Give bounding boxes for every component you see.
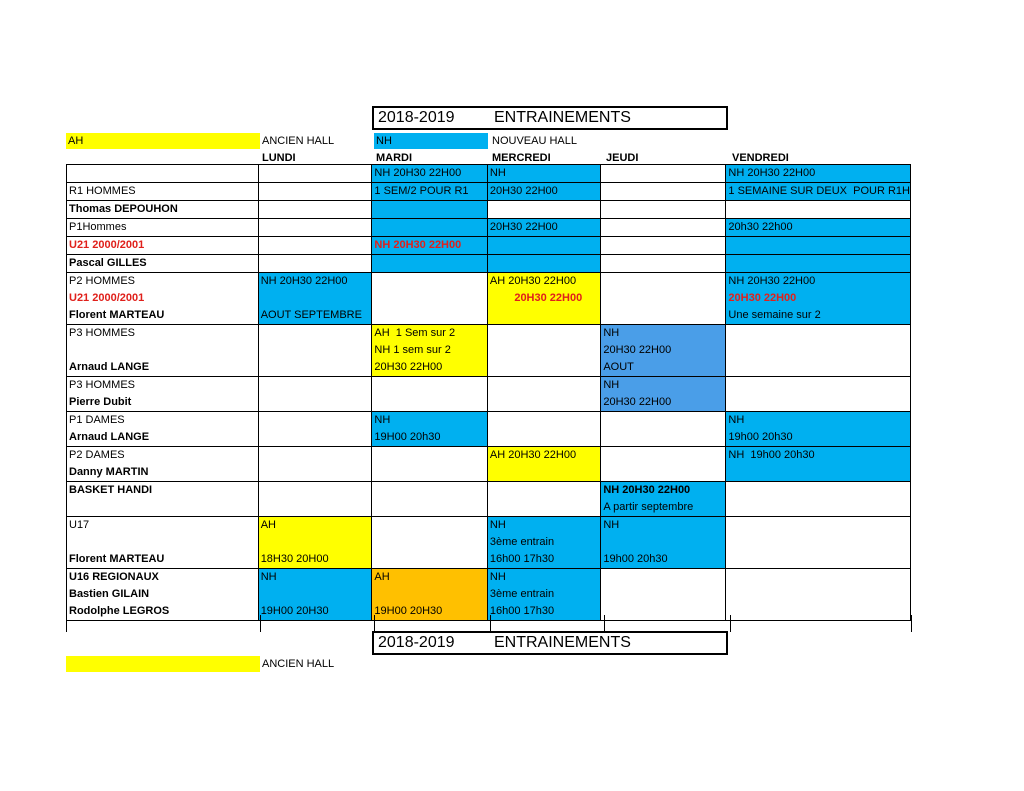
cell-mercredi [487, 447, 600, 482]
cell-line: U17 [69, 519, 90, 531]
cell-line: Bastien GILAIN [69, 588, 150, 600]
cell-line: NH 20H30 22H00 [260, 275, 348, 287]
cell-mardi [372, 219, 487, 237]
cell-line: 1 SEM/2 POUR R1 [374, 185, 469, 197]
cell-line: NH [260, 571, 277, 583]
legend-ah-swatch [66, 133, 260, 149]
legend-nh-swatch [374, 133, 488, 149]
cell-line [372, 447, 486, 464]
cell-mercredi [487, 183, 600, 201]
cell-mercredi [487, 165, 600, 183]
cell-lundi [258, 412, 372, 447]
cell-vendredi [726, 183, 911, 201]
cell-line: 19h00 20h30 [603, 553, 668, 565]
cell-line [726, 342, 910, 359]
cell-line: Thomas DEPOUHON [69, 203, 178, 215]
cell-line [259, 255, 372, 272]
cell-line: 20H30 22H00 [603, 344, 672, 356]
cell-line [372, 394, 486, 411]
cell-line: 20H30 22H00 [489, 221, 558, 233]
cell-team [67, 201, 259, 219]
cell-line [601, 201, 725, 218]
cell-line: 1 SEMAINE SUR DEUX POUR R1H [728, 185, 910, 197]
legend-nh-label: NOUVEAU HALL [492, 135, 577, 147]
cell-line [259, 499, 372, 516]
cell-line: Une semaine sur 2 [728, 309, 821, 321]
cell-line [372, 499, 486, 516]
cell-line [372, 517, 486, 534]
cell-lundi [258, 447, 372, 482]
cell-line [726, 377, 910, 394]
cell-mercredi [487, 517, 600, 569]
cell-line: P2 HOMMES [69, 275, 136, 287]
cell-team [67, 237, 259, 255]
cell-mercredi [487, 255, 600, 273]
cell-lundi [258, 219, 372, 237]
cell-line: NH [603, 519, 620, 531]
cell-mercredi [487, 201, 600, 219]
cell-line [601, 165, 725, 182]
cell-line [488, 412, 600, 429]
cell-line: 20H30 22H00 [728, 292, 797, 304]
cell-line: 19h00 20h30 [728, 431, 793, 443]
grid-tail-line [490, 615, 491, 632]
cell-vendredi [726, 237, 911, 255]
cell-line [488, 325, 600, 342]
cell-jeudi [601, 377, 726, 412]
cell-line [372, 586, 486, 603]
cell-line: AH 20H30 22H00 [489, 449, 577, 461]
grid-tail-line [374, 615, 375, 632]
cell-line [259, 447, 372, 464]
cell-line [372, 534, 486, 551]
cell-line: AOUT [603, 361, 634, 373]
cell-line: 16h00 17h30 [489, 553, 555, 565]
cell-line [601, 237, 725, 254]
cell-mardi [372, 517, 487, 569]
cell-line [372, 201, 486, 218]
footer-title-box [372, 631, 728, 655]
cell-line: NH 19h00 20h30 [728, 449, 815, 461]
table-row [67, 325, 911, 377]
cell-line [601, 183, 725, 200]
cell-line [726, 394, 910, 411]
table-row [67, 447, 911, 482]
cell-vendredi [726, 447, 911, 482]
cell-mardi [372, 273, 487, 325]
cell-lundi [258, 183, 372, 201]
cell-line: NH 20H30 22H00 [603, 484, 691, 496]
cell-line: 20H30 22H00 [489, 185, 558, 197]
cell-vendredi [726, 377, 911, 412]
table-row [67, 165, 911, 183]
footer-title-text: ENTRAINEMENTS [494, 634, 631, 651]
cell-line: Rodolphe LEGROS [69, 605, 170, 617]
cell-line [601, 307, 725, 324]
cell-line [372, 219, 486, 236]
cell-line [488, 429, 600, 446]
cell-mardi [372, 325, 487, 377]
cell-line: 20H30 22H00 [603, 396, 672, 408]
cell-line: AH 1 Sem sur 2 [374, 327, 456, 339]
cell-line [259, 429, 372, 446]
cell-mercredi [487, 377, 600, 412]
day-header-jeudi: JEUDI [606, 152, 639, 164]
cell-line [601, 273, 725, 290]
cell-line [601, 255, 725, 272]
cell-vendredi [726, 255, 911, 273]
table-row [67, 482, 911, 517]
cell-line: 3ème entrain [489, 588, 555, 600]
cell-vendredi [726, 482, 911, 517]
cell-line [259, 219, 372, 236]
cell-vendredi [726, 201, 911, 219]
cell-line [726, 201, 910, 218]
cell-vendredi [726, 165, 911, 183]
cell-line [372, 273, 486, 290]
cell-line: NH 20H30 22H00 [728, 275, 816, 287]
cell-line [726, 237, 910, 254]
grid-tail-line [260, 615, 261, 632]
cell-mardi [372, 377, 487, 412]
cell-mardi [372, 237, 487, 255]
cell-lundi [258, 325, 372, 377]
cell-line: Arnaud LANGE [69, 431, 150, 443]
cell-line [488, 464, 600, 481]
cell-line [726, 255, 910, 272]
cell-line [67, 165, 258, 182]
cell-line: NH [489, 167, 506, 179]
cell-mercredi [487, 569, 600, 621]
cell-line [259, 290, 372, 307]
cell-line [726, 482, 910, 499]
cell-team [67, 219, 259, 237]
cell-lundi [258, 237, 372, 255]
cell-line [601, 464, 725, 481]
cell-mercredi [487, 237, 600, 255]
cell-lundi [258, 273, 372, 325]
cell-mardi [372, 201, 487, 219]
cell-line [726, 586, 910, 603]
table-row [67, 183, 911, 201]
cell-mercredi [487, 219, 600, 237]
cell-line: NH [374, 414, 391, 426]
cell-line [488, 201, 600, 218]
cell-lundi [258, 517, 372, 569]
cell-line: 20h30 22h00 [728, 221, 793, 233]
cell-jeudi [601, 219, 726, 237]
cell-lundi [258, 569, 372, 621]
cell-jeudi [601, 569, 726, 621]
cell-line [726, 499, 910, 516]
cell-line: AH [260, 519, 276, 531]
cell-line [726, 325, 910, 342]
cell-line [601, 569, 725, 586]
cell-line: 20H30 22H00 [489, 292, 583, 304]
cell-team [67, 517, 259, 569]
cell-jeudi [601, 237, 726, 255]
cell-line: AH 20H30 22H00 [489, 275, 577, 287]
cell-line [488, 307, 600, 324]
cell-mardi [372, 482, 487, 517]
cell-jeudi [601, 255, 726, 273]
grid-tail-line [730, 615, 731, 632]
cell-line [259, 342, 372, 359]
cell-line [259, 359, 372, 376]
cell-line [372, 482, 486, 499]
cell-line [726, 534, 910, 551]
day-header-mardi: MARDI [376, 152, 413, 164]
cell-line: A partir septembre [603, 501, 694, 513]
cell-line [259, 586, 372, 603]
cell-line [726, 359, 910, 376]
cell-team [67, 273, 259, 325]
cell-line [372, 464, 486, 481]
cell-line [259, 325, 372, 342]
cell-line [259, 534, 372, 551]
table-row [67, 273, 911, 325]
cell-jeudi [601, 183, 726, 201]
cell-line [488, 255, 600, 272]
cell-line [259, 464, 372, 481]
title-box [372, 106, 728, 130]
cell-jeudi [601, 165, 726, 183]
cell-line [601, 586, 725, 603]
cell-line: NH 1 sem sur 2 [374, 344, 451, 356]
cell-line [726, 517, 910, 534]
cell-line [372, 255, 486, 272]
grid-tail-line [911, 615, 912, 632]
schedule-body [67, 165, 911, 621]
cell-vendredi [726, 219, 911, 237]
cell-line [726, 603, 910, 620]
footer-title-year: 2018-2019 [378, 634, 455, 651]
cell-mardi [372, 255, 487, 273]
title-year: 2018-2019 [378, 109, 455, 126]
schedule-sheet [66, 106, 911, 686]
cell-line: 19H00 20h30 [374, 431, 441, 443]
cell-line: P3 HOMMES [69, 379, 136, 391]
cell-line [488, 499, 600, 516]
cell-mercredi [487, 482, 600, 517]
cell-line [601, 290, 725, 307]
cell-line [601, 603, 725, 620]
cell-line [601, 447, 725, 464]
cell-line [259, 201, 372, 218]
cell-line [488, 237, 600, 254]
cell-line: 19H00 20H30 [260, 605, 329, 617]
cell-team [67, 482, 259, 517]
cell-mercredi [487, 412, 600, 447]
cell-line [67, 499, 258, 516]
cell-mardi [372, 183, 487, 201]
day-header-lundi: LUNDI [262, 152, 296, 164]
cell-team [67, 325, 259, 377]
cell-vendredi [726, 273, 911, 325]
table-row [67, 377, 911, 412]
cell-line [372, 377, 486, 394]
cell-line: AOUT SEPTEMBRE [260, 309, 362, 321]
cell-line [488, 482, 600, 499]
cell-mercredi [487, 325, 600, 377]
cell-line: Arnaud LANGE [69, 361, 150, 373]
cell-line: NH [489, 571, 506, 583]
cell-line [488, 377, 600, 394]
cell-lundi [258, 165, 372, 183]
table-row [67, 569, 911, 621]
cell-team [67, 569, 259, 621]
cell-lundi [258, 201, 372, 219]
day-header-mercredi: MERCREDI [492, 152, 551, 164]
table-row [67, 219, 911, 237]
cell-line: NH 20H30 22H00 [374, 167, 462, 179]
cell-line: 16h00 17h30 [489, 605, 555, 617]
cell-team [67, 183, 259, 201]
cell-jeudi [601, 447, 726, 482]
cell-line [726, 464, 910, 481]
cell-line [488, 394, 600, 411]
cell-line [488, 359, 600, 376]
cell-jeudi [601, 412, 726, 447]
cell-line [259, 412, 372, 429]
table-row [67, 237, 911, 255]
table-row [67, 255, 911, 273]
cell-mercredi [487, 273, 600, 325]
cell-vendredi [726, 517, 911, 569]
cell-jeudi [601, 201, 726, 219]
cell-line: P1 DAMES [69, 414, 125, 426]
cell-line [259, 183, 372, 200]
cell-line: NH [728, 414, 745, 426]
cell-vendredi [726, 412, 911, 447]
cell-line: 18H30 20H00 [260, 553, 329, 565]
cell-line: P3 HOMMES [69, 327, 136, 339]
cell-line [601, 219, 725, 236]
cell-lundi [258, 255, 372, 273]
cell-line [259, 394, 372, 411]
cell-team [67, 377, 259, 412]
footer-ah-label: ANCIEN HALL [262, 658, 335, 670]
cell-line [67, 534, 258, 551]
cell-team [67, 447, 259, 482]
cell-line: 3ème entrain [489, 536, 555, 548]
cell-mardi [372, 412, 487, 447]
cell-line: 20H30 22H00 [374, 361, 443, 373]
cell-vendredi [726, 569, 911, 621]
cell-line: NH 20H30 22H00 [374, 239, 462, 251]
cell-lundi [258, 377, 372, 412]
cell-line: NH [603, 379, 620, 391]
cell-line: AH [374, 571, 390, 583]
cell-line: R1 HOMMES [69, 185, 136, 197]
cell-team [67, 255, 259, 273]
cell-line: NH 20H30 22H00 [728, 167, 816, 179]
cell-jeudi [601, 517, 726, 569]
cell-line [601, 534, 725, 551]
cell-line [601, 412, 725, 429]
cell-line: BASKET HANDI [69, 484, 153, 496]
cell-mardi [372, 569, 487, 621]
cell-mardi [372, 447, 487, 482]
cell-lundi [258, 482, 372, 517]
legend-ah-label: ANCIEN HALL [262, 135, 335, 147]
cell-line [259, 482, 372, 499]
grid-tail-line [66, 615, 67, 632]
cell-line: U21 2000/2001 [69, 292, 145, 304]
cell-line [488, 342, 600, 359]
cell-line [726, 569, 910, 586]
cell-line [601, 429, 725, 446]
cell-team [67, 165, 259, 183]
grid-tail-line [604, 615, 605, 632]
cell-line: Pierre Dubit [69, 396, 132, 408]
cell-line: P1Hommes [69, 221, 127, 233]
table-row [67, 517, 911, 569]
cell-mardi [372, 165, 487, 183]
cell-line [372, 551, 486, 568]
cell-line: Danny MARTIN [69, 466, 149, 478]
schedule-table [66, 164, 911, 621]
table-row [67, 412, 911, 447]
cell-team [67, 412, 259, 447]
footer-ah-swatch [66, 656, 260, 672]
cell-line [372, 290, 486, 307]
cell-jeudi [601, 482, 726, 517]
cell-line: 19H00 20H30 [374, 605, 443, 617]
cell-jeudi [601, 325, 726, 377]
cell-line: U21 2000/2001 [69, 239, 145, 251]
legend-ah-code: AH [68, 135, 84, 147]
cell-line [372, 307, 486, 324]
cell-line [259, 165, 372, 182]
legend-nh-code: NH [376, 135, 392, 147]
cell-jeudi [601, 273, 726, 325]
day-header-vendredi: VENDREDI [732, 152, 789, 164]
cell-line [259, 377, 372, 394]
cell-vendredi [726, 325, 911, 377]
table-row [67, 201, 911, 219]
cell-line: Pascal GILLES [69, 257, 147, 269]
cell-line [726, 551, 910, 568]
cell-line: U16 REGIONAUX [69, 571, 159, 583]
cell-line: NH [603, 327, 620, 339]
cell-line [67, 342, 258, 359]
cell-line: NH [489, 519, 506, 531]
cell-line: Florent MARTEAU [69, 553, 165, 565]
cell-line: Florent MARTEAU [69, 309, 165, 321]
cell-line: P2 DAMES [69, 449, 125, 461]
cell-line [259, 237, 372, 254]
title-text: ENTRAINEMENTS [494, 109, 631, 126]
